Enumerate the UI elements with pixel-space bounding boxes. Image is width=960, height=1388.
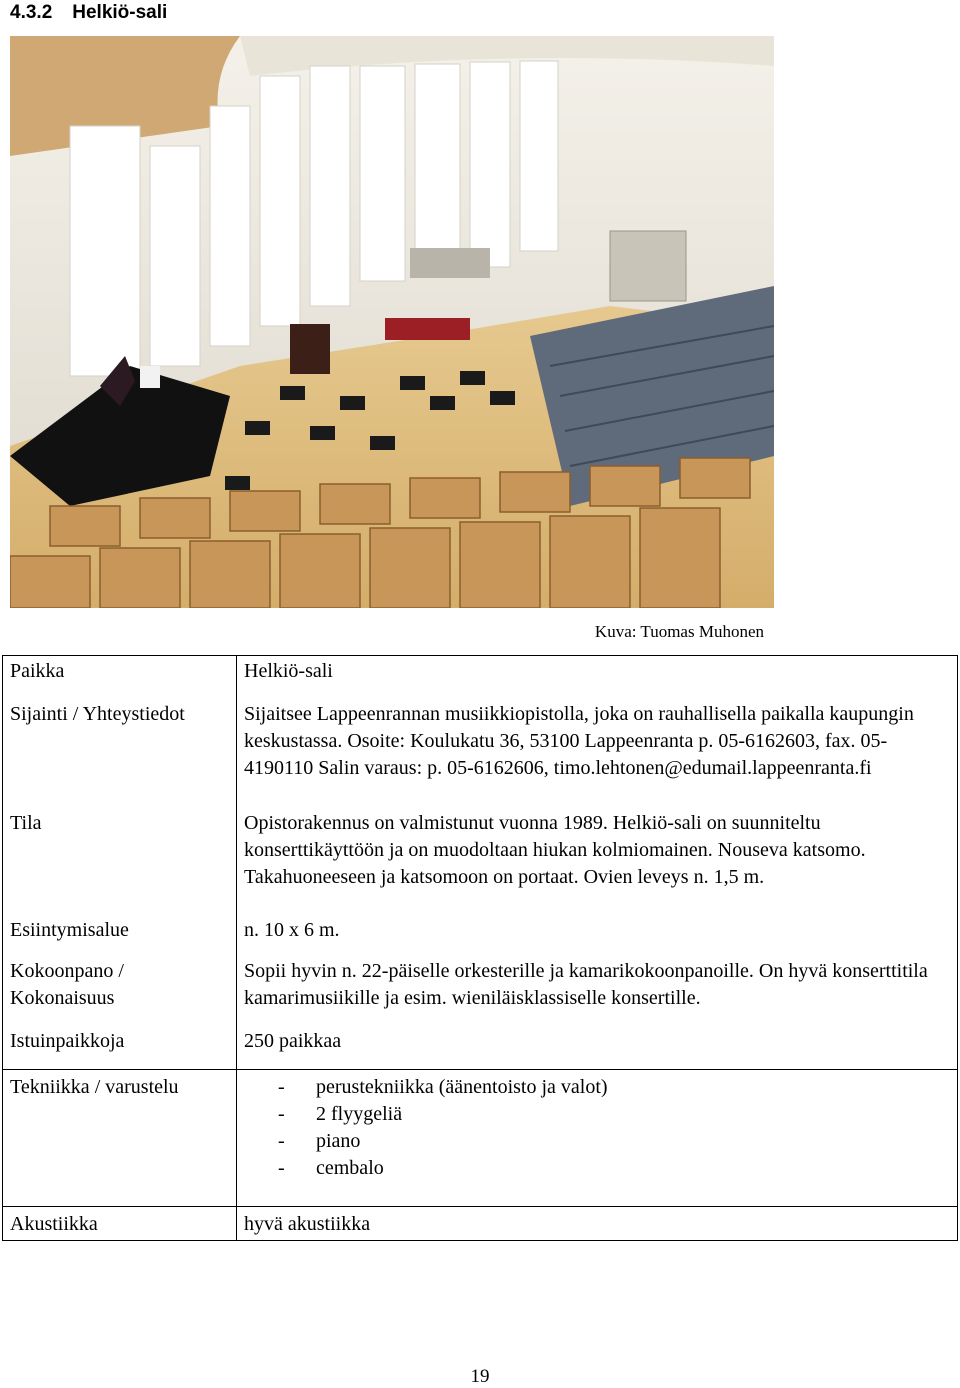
row-label-tekniikka: Tekniikka / varustelu xyxy=(3,1070,237,1207)
table-row xyxy=(3,1070,958,1207)
equipment-list xyxy=(244,1074,950,1182)
row-value-istuinpaikkoja: 250 paikkaa xyxy=(237,1026,958,1070)
table-row xyxy=(3,656,958,700)
section-number: 4.3.2 xyxy=(10,2,53,23)
table-row xyxy=(3,915,958,956)
list-item: - piano xyxy=(278,1128,950,1155)
row-label-istuinpaikkoja: Istuinpaikkoja xyxy=(3,1026,237,1070)
row-label-sijainti: Sijainti / Yhteystiedot xyxy=(3,699,237,808)
table-row xyxy=(3,808,958,915)
list-item: - cembalo xyxy=(278,1155,950,1182)
row-value-paikka: Helkiö-sali xyxy=(237,656,958,700)
row-label-esiintymisalue: Esiintymisalue xyxy=(3,915,237,956)
venue-info-table xyxy=(2,655,958,1241)
row-value-tila: Opistorakennus on valmistunut vuonna 1989. Helkiö-sali on suunniteltu konserttikäyttöön ja on muodoltaan hiukan kolmiomainen. Nouseva katsomo. Takahuoneeseen ja katsomoon on portaat. Ovien leveys n. 1,5 m. xyxy=(237,808,958,915)
table-row xyxy=(3,1026,958,1070)
row-value-kokoonpano: Sopii hyvin n. 22-päiselle orkesterille ja kamarikokoonpanoille. On hyvä konserttitila kamarimusiikille ja esim. wieniläisklassiselle konsertille. xyxy=(237,956,958,1026)
concert-hall-photo xyxy=(10,36,774,608)
table-row xyxy=(3,699,958,808)
list-item: - 2 flyygeliä xyxy=(278,1101,950,1128)
section-title: Helkiö-sali xyxy=(72,2,168,23)
section-heading xyxy=(10,2,167,24)
table-row xyxy=(3,1207,958,1241)
page-number: 19 xyxy=(470,1366,490,1387)
photo-caption: Kuva: Tuomas Muhonen xyxy=(594,622,764,641)
row-value-esiintymisalue: n. 10 x 6 m. xyxy=(237,915,958,956)
list-item: - perustekniikka (äänentoisto ja valot) xyxy=(278,1074,950,1101)
row-label-paikka: Paikka xyxy=(3,656,237,700)
row-value-sijainti: Sijaitsee Lappeenrannan musiikkiopistolla, joka on rauhallisella paikalla kaupungin keskustassa. Osoite: Koulukatu 36, 53100 Lappeenranta p. 05-6162603, fax. 05-4190110 Salin varaus: p. 05-6162606, timo.lehtonen@edumail.lappeenranta.fi xyxy=(237,699,958,808)
table-row xyxy=(3,956,958,1026)
row-label-akustiikka: Akustiikka xyxy=(3,1207,237,1241)
row-label-kokoonpano: Kokoonpano / Kokonaisuus xyxy=(3,956,237,1026)
row-value-tekniikka xyxy=(237,1070,958,1207)
row-label-tila: Tila xyxy=(3,808,237,915)
row-value-akustiikka: hyvä akustiikka xyxy=(237,1207,958,1241)
